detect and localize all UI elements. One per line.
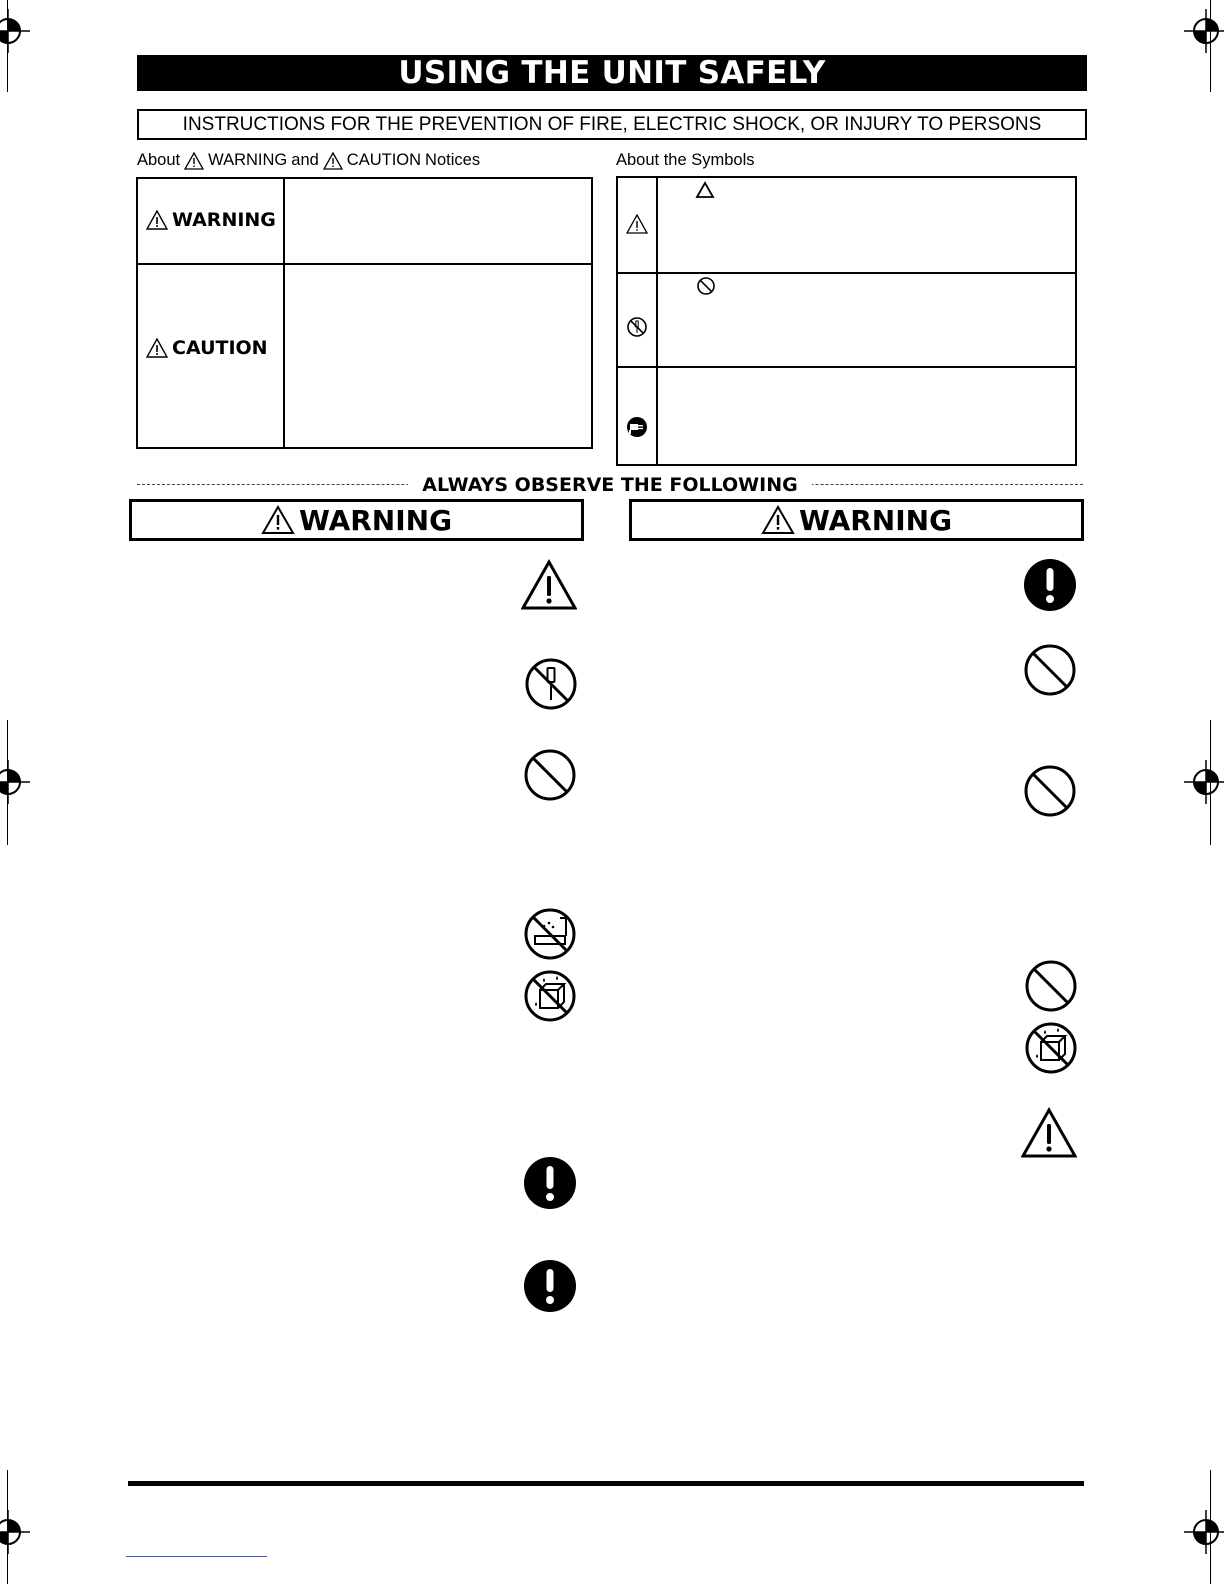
page-subtitle: INSTRUCTIONS FOR THE PREVENTION OF FIRE, ELECTRIC SHOCK, OR INJURY TO PERSONS [137, 109, 1087, 140]
prohibited-icon [1023, 958, 1079, 1014]
mandatory-icon [1022, 557, 1078, 613]
prohibited-icon [522, 747, 578, 803]
no-liquid-icon [522, 968, 578, 1024]
registration-mark-icon [1184, 9, 1224, 53]
warning-triangle-icon [521, 558, 577, 614]
caution-level [146, 337, 268, 359]
warning-triangle-icon [146, 210, 168, 230]
warning-level [146, 209, 276, 231]
symbols-table [616, 176, 1077, 466]
notices-heading-notices: Notices [425, 151, 481, 169]
registration-mark-icon [1184, 1510, 1224, 1554]
left-warning-header [129, 499, 584, 541]
warning-triangle-icon [184, 152, 204, 170]
page-title: USING THE UNIT SAFELY [137, 55, 1087, 91]
small-triangle-icon [695, 181, 715, 199]
crop-mark [7, 720, 8, 845]
warning-triangle-icon [1021, 1106, 1077, 1162]
warning-level-label: WARNING [172, 209, 276, 231]
mandatory-icon [522, 1155, 578, 1211]
warning-triangle-icon [146, 338, 168, 358]
left-warning-label: WARNING [298, 503, 453, 537]
notices-heading-about: About [137, 151, 181, 169]
registration-mark-icon [0, 9, 30, 53]
notices-heading [137, 151, 480, 170]
always-observe-label: ALWAYS OBSERVE THE FOLLOWING [408, 474, 811, 496]
notices-heading-caution: CAUTION [346, 151, 422, 169]
caution-level-label: CAUTION [172, 337, 268, 359]
footer-rule [128, 1481, 1084, 1486]
crop-mark [1210, 0, 1211, 92]
right-warning-header [629, 499, 1084, 541]
crop-mark [1210, 1470, 1211, 1584]
warning-triangle-icon [323, 152, 343, 170]
registration-mark-icon [0, 760, 30, 804]
footer-link-underline [126, 1556, 267, 1557]
right-warning-label: WARNING [798, 503, 953, 537]
mandatory-icon [522, 1258, 578, 1314]
no-bath-icon [522, 906, 578, 962]
symbols-heading: About the Symbols [616, 151, 755, 169]
registration-mark-icon [1184, 760, 1224, 804]
warning-triangle-icon [626, 214, 648, 234]
prohibited-icon [1022, 763, 1078, 819]
warning-triangle-icon [261, 505, 295, 535]
crop-mark [7, 1470, 8, 1584]
notices-heading-and: and [291, 151, 319, 169]
unplug-icon [626, 416, 648, 438]
prohibited-icon [1022, 642, 1078, 698]
no-disassemble-icon [626, 316, 648, 338]
notices-table [136, 177, 593, 449]
crop-mark [1210, 720, 1211, 845]
registration-mark-icon [0, 1510, 30, 1554]
always-observe-divider [137, 474, 1083, 496]
small-prohibited-icon [696, 276, 716, 296]
no-liquid-icon [1023, 1020, 1079, 1076]
warning-triangle-icon [761, 505, 795, 535]
crop-mark [7, 0, 8, 92]
no-disassemble-icon [523, 656, 579, 712]
notices-heading-warning: WARNING [208, 151, 288, 169]
